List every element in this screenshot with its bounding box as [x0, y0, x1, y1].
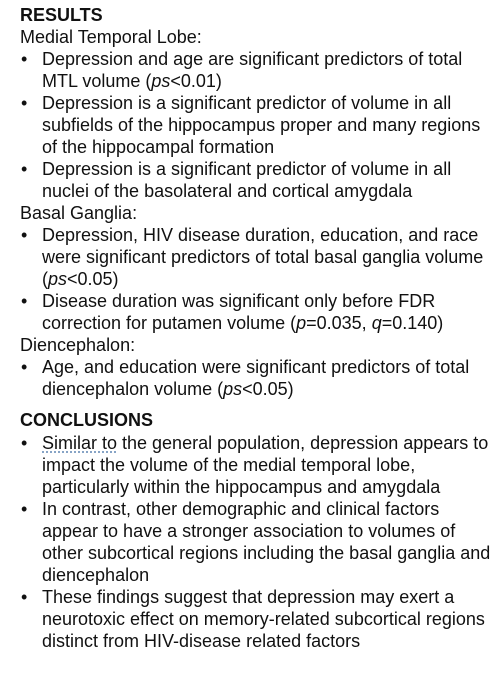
bullet-icon: • — [21, 587, 28, 607]
bullet-icon: • — [21, 93, 28, 113]
list-item: • Disease duration was significant only before FDR correction for putamen volume (p=0.035, q=0.140) — [21, 291, 444, 333]
bullet-icon: • — [21, 433, 28, 453]
results-heading: RESULTS — [20, 5, 103, 25]
mtl-bullet-list — [20, 48, 494, 202]
list-item: • Depression is a significant predictor of volume in all subfields of the hippocampus proper and many regions of the hippocampal formation — [21, 93, 481, 157]
conclusions-heading: CONCLUSIONS — [20, 410, 154, 430]
list-item: • Similar to the general population, depression appears to impact the volume of the medial temporal lobe, particularly within the hippocampus and amygdala — [21, 433, 489, 497]
list-item: • In contrast, other demographic and clinical factors appear to have a stronger association to volumes of other subcortical regions including the basal ganglia and diencephalon — [21, 499, 491, 585]
bullet-icon: • — [21, 357, 28, 377]
diencephalon-subheading: Diencephalon: — [20, 335, 136, 355]
mtl-subheading: Medial Temporal Lobe: — [20, 27, 202, 47]
basal-ganglia-bullet-list — [20, 224, 494, 334]
bullet-icon: • — [21, 159, 28, 179]
list-item: • Depression is a significant predictor of volume in all nuclei of the basolateral and cortical amygdala — [21, 159, 452, 201]
conclusions-bullet-list — [20, 432, 494, 652]
bullet-icon: • — [21, 499, 28, 519]
basal-ganglia-subheading: Basal Ganglia: — [20, 203, 138, 223]
bullet-icon: • — [21, 49, 28, 69]
list-item: • Depression and age are significant predictors of total MTL volume (ps<0.01) — [21, 49, 463, 91]
list-item: • Age, and education were significant predictors of total diencephalon volume (ps<0.05) — [21, 357, 470, 399]
bullet-icon: • — [21, 291, 28, 311]
spellcheck-underlined-text: Similar to — [42, 433, 118, 453]
list-item: • These findings suggest that depression may exert a neurotoxic effect on memory-related subcortical regions distinct from HIV-disease related factors — [21, 587, 485, 651]
diencephalon-bullet-list — [20, 356, 494, 400]
bullet-icon: • — [21, 225, 28, 245]
list-item: • Depression, HIV disease duration, education, and race were significant predictors of total basal ganglia volume (ps<0.05) — [21, 225, 484, 289]
